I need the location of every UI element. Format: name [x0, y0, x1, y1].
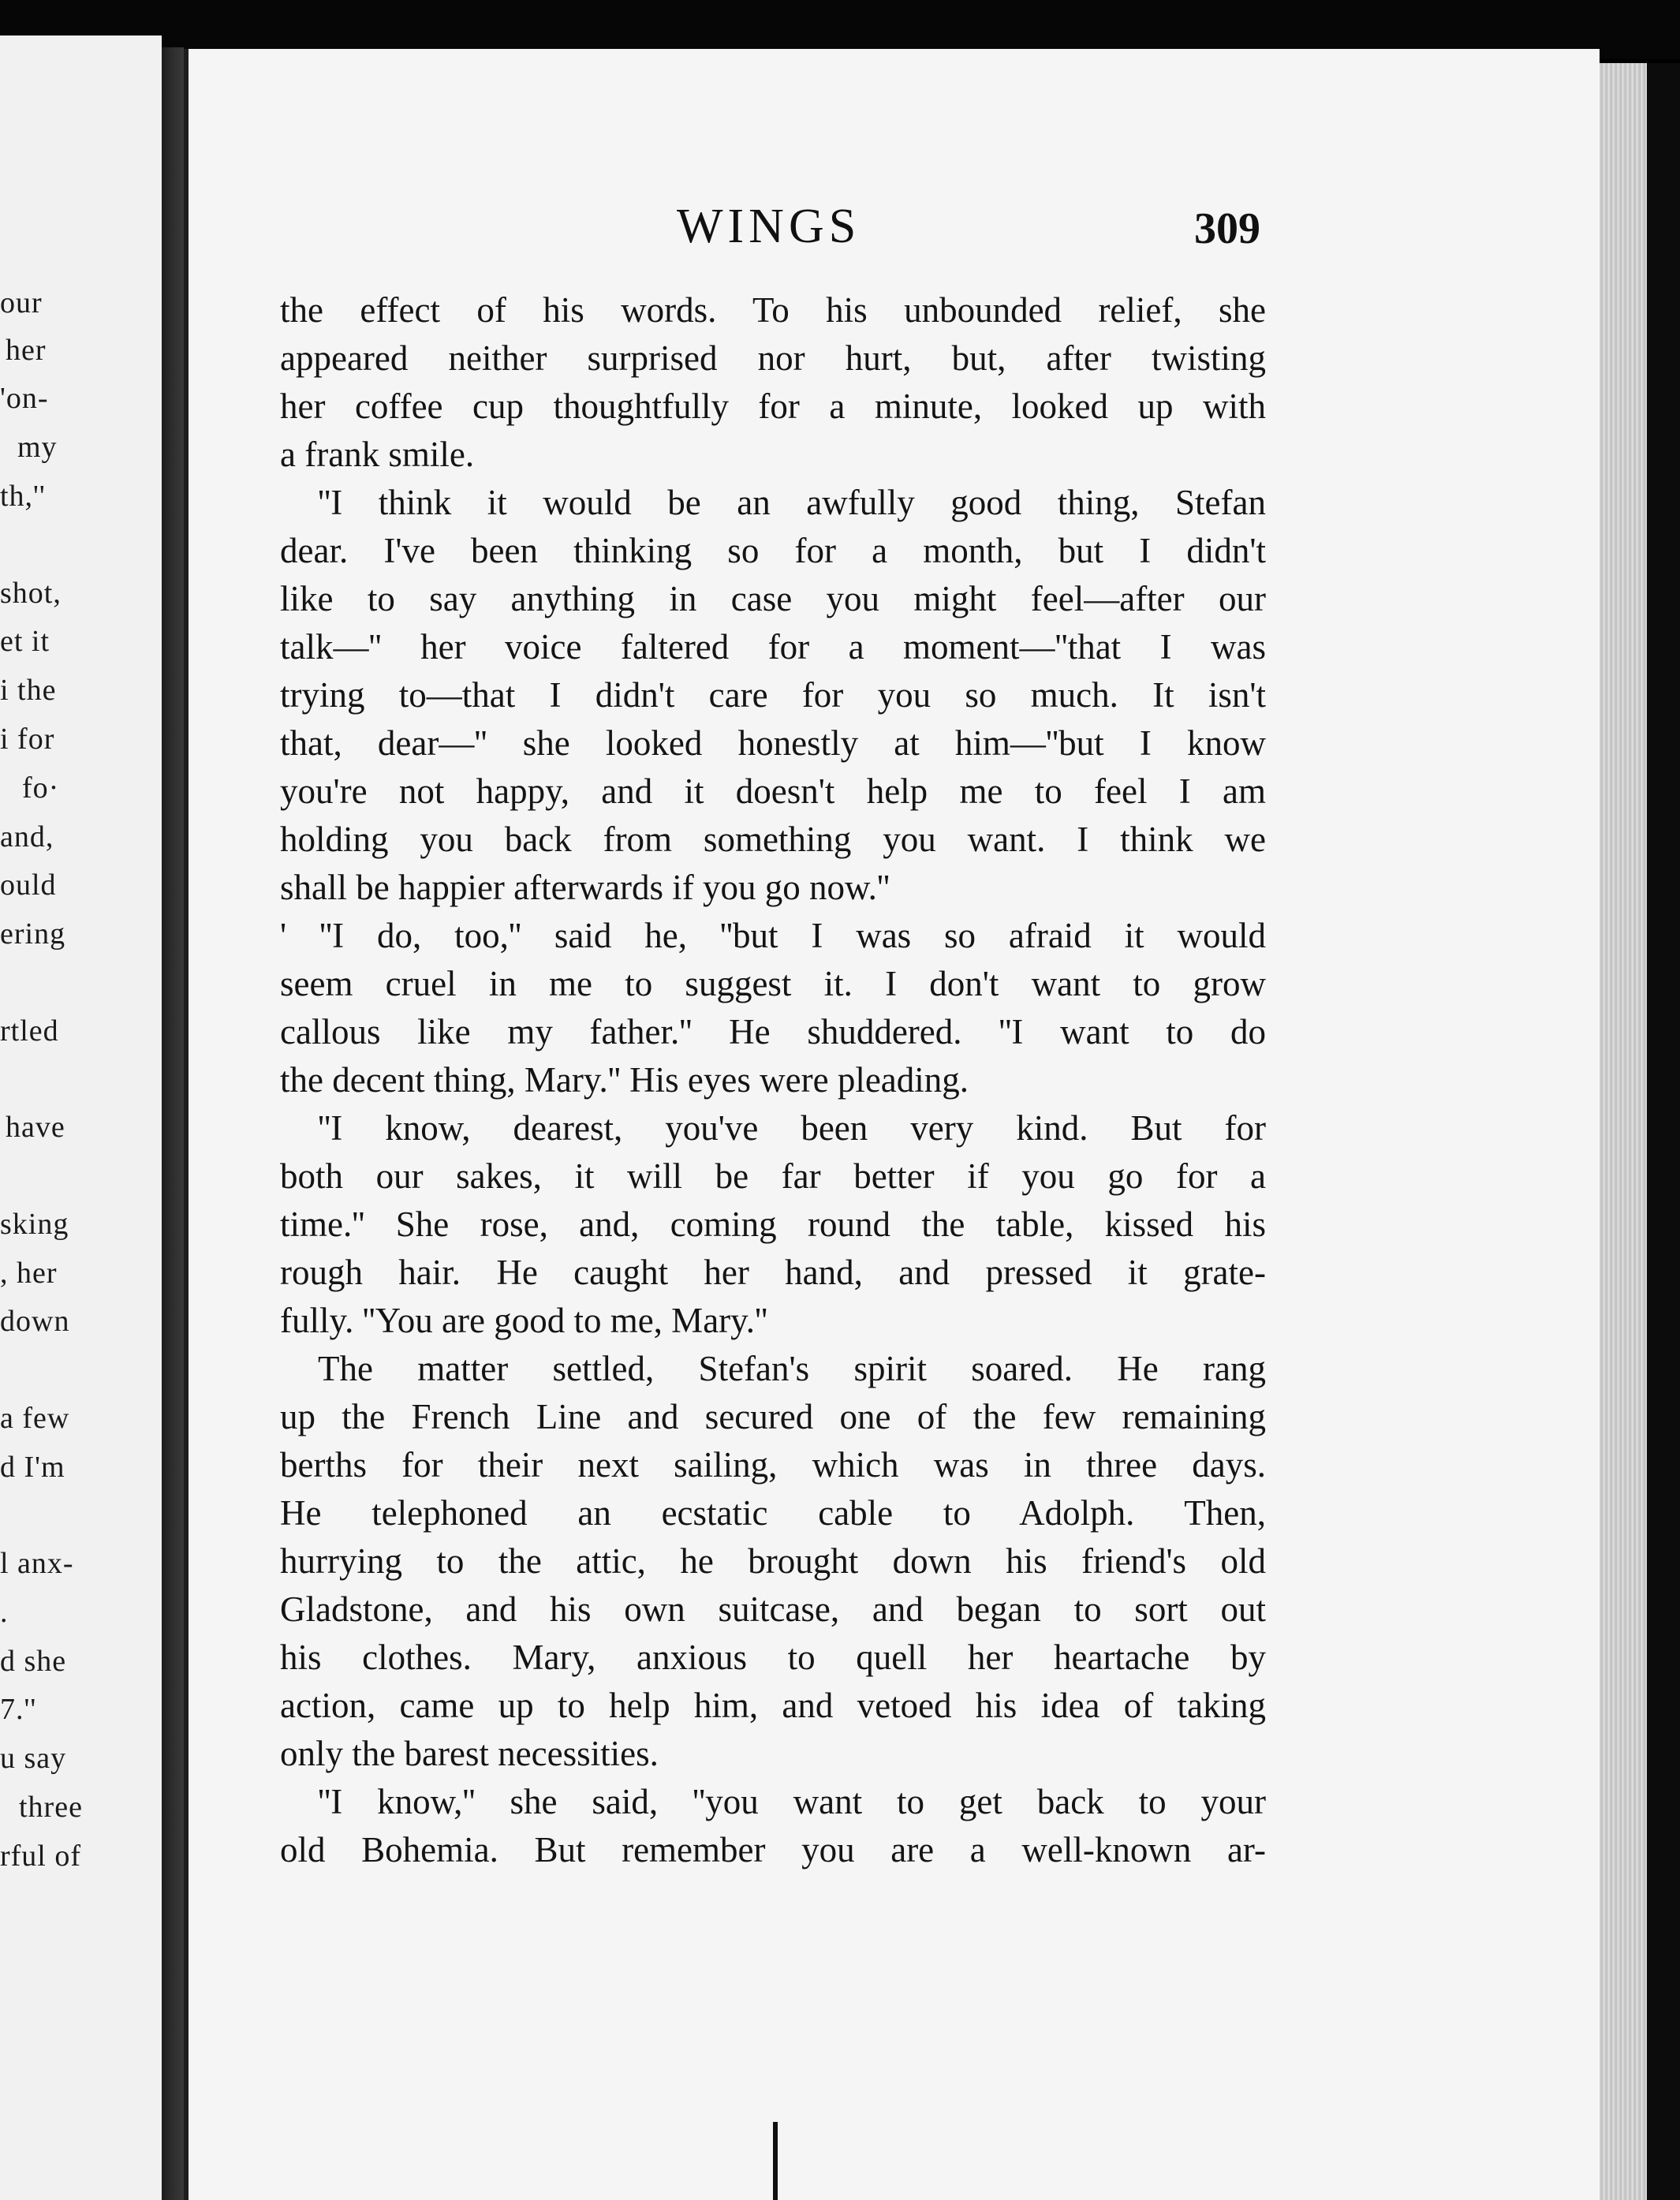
- text-line: ''I think it would be an awfully good thing, Stefan: [318, 483, 1266, 522]
- text-line: ''I know, dearest, you've been very kind. But for: [318, 1108, 1266, 1148]
- text-line: talk—'' her voice faltered for a moment—''that I was: [280, 627, 1266, 667]
- text-line: up the French Line and secured one of the few remaining: [280, 1397, 1266, 1436]
- left-fragment: th,'': [0, 480, 46, 513]
- text-line: trying to—that I didn't care for you so much. It isn't: [280, 675, 1266, 715]
- scan-right-border: [1647, 63, 1680, 2200]
- text-line: the decent thing, Mary.'' His eyes were pleading.: [280, 1060, 969, 1100]
- text-line: shall be happier afterwards if you go now.'': [280, 868, 890, 907]
- left-fragment: my: [17, 431, 58, 464]
- text-line: hurrying to the attic, he brought down his friend's old: [280, 1541, 1266, 1581]
- left-fragment: rtled: [0, 1014, 59, 1048]
- left-fragment: .: [0, 1596, 9, 1629]
- text-line: berths for their next sailing, which was in three days.: [280, 1445, 1266, 1485]
- text-line: The matter settled, Stefan's spirit soared. He rang: [318, 1349, 1266, 1388]
- left-fragment: i for: [0, 723, 55, 756]
- left-fragment: 7.'': [0, 1693, 37, 1726]
- left-fragment: down: [0, 1305, 70, 1338]
- text-line: holding you back from something you want. I think we: [280, 820, 1266, 859]
- left-fragment: d she: [0, 1645, 67, 1678]
- text-line: her coffee cup thoughtfully for a minute, looked up with: [280, 387, 1266, 426]
- left-fragment: l anx-: [0, 1547, 74, 1580]
- text-line: ''I know,'' she said, ''you want to get back to your: [318, 1782, 1266, 1821]
- left-fragment: have: [6, 1111, 65, 1144]
- facing-page-fragment: [0, 35, 162, 2200]
- text-line: old Bohemia. But remember you are a well-known ar-: [280, 1830, 1266, 1869]
- left-fragment: ering: [0, 917, 66, 951]
- running-title: WINGS: [677, 200, 861, 253]
- page-number: 309: [1194, 204, 1260, 253]
- text-line: his clothes. Mary, anxious to quell her heartache by: [280, 1638, 1266, 1677]
- page-stack-edge: [1600, 63, 1647, 2200]
- left-fragment: i the: [0, 674, 57, 707]
- left-fragment: 'on-: [0, 382, 49, 415]
- scan-artifact-mark: [773, 2122, 778, 2200]
- left-fragment: rful of: [0, 1840, 82, 1873]
- text-line: callous like my father.'' He shuddered. ''I want to do: [280, 1012, 1266, 1051]
- text-line: dear. I've been thinking so for a month, but I didn't: [280, 531, 1266, 570]
- text-line: appeared neither surprised nor hurt, but, after twisting: [280, 338, 1266, 378]
- left-fragment: shot,: [0, 577, 62, 610]
- text-line: action, came up to help him, and vetoed his idea of taking: [280, 1686, 1266, 1725]
- text-line: only the barest necessities.: [280, 1734, 659, 1773]
- left-fragment: fo·: [22, 771, 60, 805]
- text-line: like to say anything in case you might feel—after our: [280, 579, 1266, 618]
- text-line: a frank smile.: [280, 435, 475, 474]
- text-line: ' ''I do, too,'' said he, ''but I was so afraid it would: [280, 916, 1266, 955]
- book-gutter: [162, 47, 184, 2200]
- left-fragment: ould: [0, 868, 57, 902]
- left-fragment: three: [19, 1791, 83, 1824]
- left-fragment: our: [0, 286, 43, 319]
- text-line: you're not happy, and it doesn't help me to feel I am: [280, 771, 1266, 811]
- text-line: time.'' She rose, and, coming round the table, kissed his: [280, 1205, 1266, 1244]
- text-line: fully. ''You are good to me, Mary.'': [280, 1301, 768, 1340]
- left-fragment: a few: [0, 1402, 70, 1435]
- left-fragment: u say: [0, 1742, 67, 1775]
- left-fragment: and,: [0, 820, 54, 853]
- text-line: seem cruel in me to suggest it. I don't want to grow: [280, 964, 1266, 1003]
- left-fragment: sking: [0, 1208, 69, 1241]
- left-fragment: her: [6, 334, 47, 367]
- text-line: rough hair. He caught her hand, and pressed it grate-: [280, 1253, 1266, 1292]
- text-line: Gladstone, and his own suitcase, and began to sort out: [280, 1589, 1266, 1629]
- text-line: that, dear—'' she looked honestly at him—''but I know: [280, 723, 1266, 763]
- text-line: the effect of his words. To his unbounded relief, she: [280, 290, 1266, 330]
- text-line: He telephoned an ecstatic cable to Adolph. Then,: [280, 1493, 1266, 1533]
- left-fragment: d I'm: [0, 1451, 65, 1484]
- left-fragment: et it: [0, 625, 50, 658]
- text-line: both our sakes, it will be far better if you go for a: [280, 1156, 1266, 1196]
- left-fragment: , her: [0, 1257, 58, 1290]
